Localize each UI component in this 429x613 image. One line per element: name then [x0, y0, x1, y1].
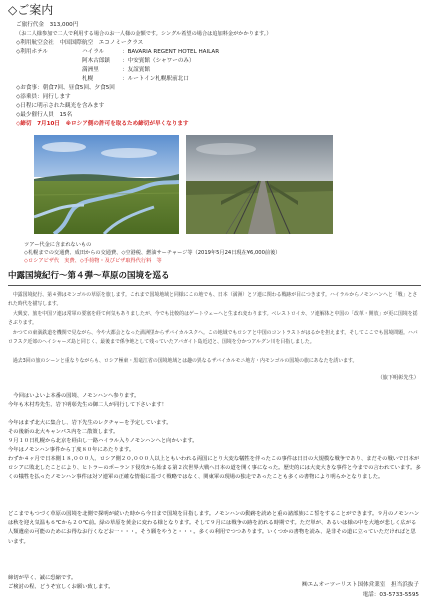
hotels-label: ◇利用ホテル	[16, 49, 48, 55]
body-line: 今年も木村寿先生、岩下明彰先生の御二人が同行して下さいます！	[8, 402, 167, 408]
body-line: 締切が早く、誠に恐縮です。	[8, 575, 77, 581]
body-paragraph: どこまでもつづく草原の国境を北側で探明が続いた時から今日まで国境を目指します。ノモンハンの動跡を読めと重の諸部族にこ誓をすることができます。９月のノモンハンは秋を迎え気温も６℃から２０℃前。緑の草原を黄金に変わる様となります。そして９月には戦争の跡を訪れる時期です。ただ単が、あるいは様の中を大地が悲しく広がる人類遺産の可能のためにお得なお行くなどお一・・・。そう願をやうと・・・。多くの利用でつつあります。いくつかの書物を読み、是非その道に立っていただければと思います。	[8, 511, 420, 545]
sightseeing-info: ◇日程に明示された観光を含みます	[16, 103, 105, 109]
article-paragraph: かつての東満鉄道を機関で見ながら、今や大都会となった満洲里からザバイカルスクへ。この地域でもロシアと中国のコントラストがはるかを担えます。そしてここでも国境問題。ハバロフスク近郊のヘイシャーズ島と同じく、最後まで係争地として残っていたアバガイト島近辺と、国境を分かつアルグン川を目指しました。	[8, 330, 418, 346]
hotel-city: 阿木古郎鎮	[82, 58, 110, 64]
article-divider	[8, 285, 421, 286]
hotel-row	[82, 59, 195, 65]
airline-row	[16, 41, 143, 47]
hotel-row	[82, 68, 150, 74]
hotel-row	[82, 50, 219, 56]
body-line: ９月１０日札幌から北京を経由し一路ハイラル入りノモンハンへと向かいます。	[8, 438, 198, 444]
deadline-note: ※ロシア側の許可を取るため締切が早くなります	[65, 121, 189, 127]
footer-phone: 電話：03-5733-5595	[362, 592, 419, 598]
price-label: ご旅行代金	[16, 22, 44, 28]
body-line: 今年はノモンハン事件から丁度８０年にあたります。	[8, 447, 135, 453]
not-included-item: ◇札幌までの交通費、成田からの交通費、◇空港税、燃油サーチャージ等（2019年5月24日現在¥6,000前後）	[24, 250, 281, 256]
border-fence-road-photo	[186, 135, 333, 234]
price-row	[16, 23, 78, 29]
hotel-name: ：友誼賓館	[122, 67, 150, 73]
hotel-name: ：BAVARIA REGENT HOTEL HAILAR	[122, 49, 220, 55]
hotel-name: ：ルートイン札幌駅前北口	[122, 76, 189, 82]
article-paragraph: 大興安、旅を中国ソ連は常軍の要塞を経て何気もありましたが、今でも比較的はゲートウェーへと生まれ変わります。ベレストロイカ、ソ連解体と中国の「改革・開放」が更に国境を揺さぶります。	[8, 311, 418, 327]
not-included-item: ◇ロシアビザ代 実費、◇手荷物・及びビザ取得代行料 等	[24, 258, 162, 264]
article-paragraph: 中露国境紀行、第４弾はモンゴルの草原を旅します。これまで国境地域と同様にこの地でも、日本（満洲）とソ連に関わる戦跡が目につきます。ハイラルからノモンハンへと「戦」とされた時代を描写します。	[8, 292, 418, 308]
article-paragraph: 過去3回の旅のシーンと重なりながらも、ロシア極東・黒竜江省の国境地域とは趣の異なるザバイカルモニ地方・内モンゴルの国境の旅にあなたを誘います。	[8, 358, 358, 364]
grassland-river-photo	[34, 135, 179, 234]
hotel-name: ：中安賓館（シャワーのみ）	[122, 58, 195, 64]
article-title: 中露国境紀行～第４弾～草原の国境を巡る	[8, 271, 170, 281]
body-line: その後新の北大キャンパス内を二散策します。	[8, 429, 119, 435]
deadline-date: 7月10日	[37, 121, 60, 127]
hotel-city: ハイラル	[82, 49, 105, 55]
body-paragraph: わずか４ヶ月で日本側１８,０００人、ロシア側２０,０００人以上ともいわれる両国にとり大変な犠牲を伴ったこの事件は日日の大規模な戦争であり、まだその戦いで日本がロシアに敗北したことにより、ヒトラーのポーランド侵攻から始まる第２次世界大戦へ日本の道を開く事になった。歴史的には大変大きな事件と今までの言われています。多くの犠牲を払ったノモンハン事件は対ソ連軍の正確な情報に基づく戦略ではなく、関東軍の現場の独走であったことも多くの書物により明らかとなりました。	[8, 456, 421, 481]
page-heading: ◇ご案内	[8, 3, 54, 17]
price-note: （お二人様参加で二人で利用する場合のお一人様の金額です。シングル希望の場合は追加料金がかかります。）	[16, 31, 272, 37]
min-participants-info: ◇最少催行人員 15名	[16, 112, 73, 118]
deadline-label: ◇締切	[16, 121, 32, 127]
not-included-title: ツアー代金に含まれないもの	[24, 242, 92, 248]
price-value: 313,000円	[49, 22, 79, 28]
hotel-row	[82, 77, 189, 83]
footer-company: ㈱エムオーツーリスト国体営業室 担当浜抜子	[301, 582, 419, 588]
airline-value: 中国国際航空 エコノミークラス	[59, 40, 144, 46]
body-line: ご検討の程、どうぞ宜しくお願い致します。	[8, 584, 114, 590]
article-signature: （旅下明彰先生）	[377, 375, 419, 381]
airline-label: ◇利用航空会社	[16, 40, 54, 46]
guide-info: ◇添乗員：同行します	[16, 94, 71, 100]
deadline-row	[16, 122, 189, 128]
body-line: 今回はいよいよ本番の国境、ノモンハンへ参ります。	[8, 393, 140, 399]
hotel-city: 満洲里	[82, 67, 99, 73]
meals-info: ◇お食事：朝食7回、昼食5回、夕食5回	[16, 85, 115, 91]
hotel-city: 札幌	[82, 76, 94, 82]
body-line: 今年はまず北大に集合し、岩下先生のレクチャーを予定しています。	[8, 420, 172, 426]
